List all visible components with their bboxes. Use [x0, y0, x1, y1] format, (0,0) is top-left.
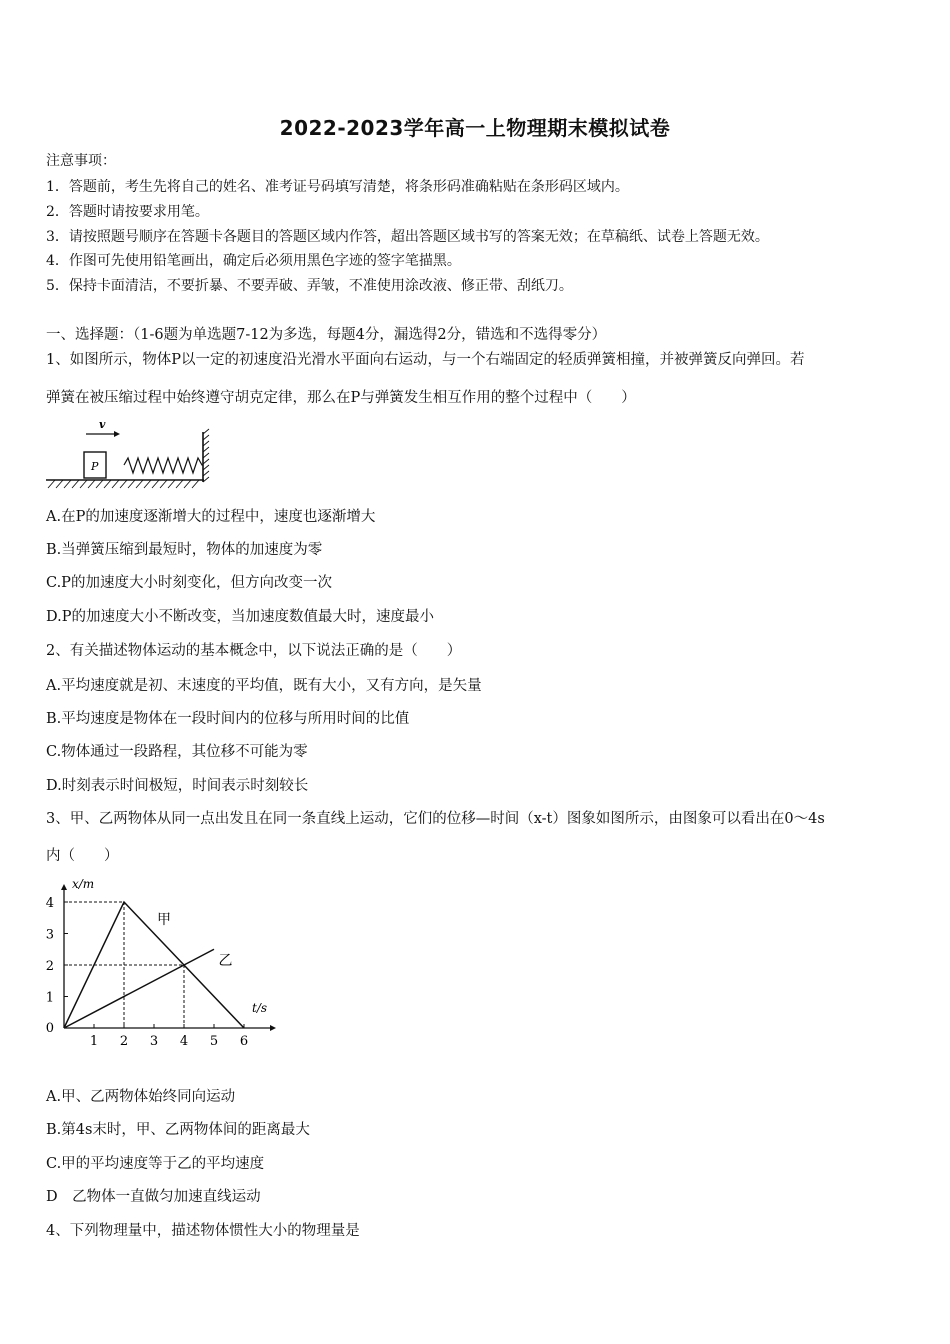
- wall-hatching: [203, 429, 209, 482]
- series-line-yi: [64, 949, 214, 1028]
- page-title: 2022-2023学年高一上物理期末模拟试卷: [279, 116, 671, 140]
- notice-item-1: 1．答题前，考生先将自己的姓名、准考证号码填写清楚，将条形码准确粘贴在条形码区域内。: [46, 179, 629, 195]
- y-axis-arrow: [61, 884, 67, 890]
- spring: [124, 458, 203, 473]
- q3-option-d: D 乙物体一直做匀加速直线运动: [46, 1189, 261, 1205]
- q1-stem-line2: 弹簧在被压缩过程中始终遵守胡克定律，那么在P与弹簧发生相互作用的整个过程中（ ）: [46, 390, 636, 406]
- q1-option-d: D.P的加速度大小不断改变，当加速度数值最大时，速度最小: [46, 609, 434, 625]
- x-tick-label: 5: [209, 1034, 219, 1049]
- y-axis-label: x/m: [72, 878, 95, 891]
- chart-axes: [61, 884, 276, 1031]
- y-tick-label: 0: [45, 1021, 54, 1036]
- q2-option-a: A.平均速度就是初、末速度的平均值，既有大小，又有方向，是矢量: [46, 678, 482, 694]
- notice-item-2: 2．答题时请按要求用笔。: [46, 204, 209, 220]
- y-tick-label: 3: [45, 927, 54, 943]
- notice-item-5: 5．保持卡面清洁，不要折暴、不要弄破、弄皱，不准使用涂改液、修正带、刮纸刀。: [46, 278, 573, 294]
- x-axis-label: t/s: [252, 1001, 268, 1015]
- x-tick-label: 3: [149, 1034, 159, 1049]
- x-tick-label: 6: [239, 1034, 249, 1049]
- velocity-arrowhead: [114, 431, 120, 437]
- q2-option-d: D.时刻表示时间极短，时间表示时刻较长: [46, 778, 309, 794]
- q1-option-a: A.在P的加速度逐渐增大的过程中，速度也逐渐增大: [46, 509, 376, 525]
- x-tick-label: 1: [89, 1034, 99, 1049]
- ground-hatching: [48, 480, 199, 488]
- q2-stem: 2、有关描述物体运动的基本概念中，以下说法正确的是（ ）: [46, 643, 462, 659]
- series-label-yi: 乙: [218, 953, 233, 969]
- q3-option-c: C.甲的平均速度等于乙的平均速度: [46, 1156, 265, 1172]
- q1-stem-line1: 1、如图所示，物体P以一定的初速度沿光滑水平面向右运动，与一个右端固定的轻质弹簧相撞，并被弹簧反向弹回。若: [46, 352, 805, 368]
- y-tick-label: 1: [45, 990, 54, 1006]
- velocity-label: v: [99, 418, 106, 431]
- y-tick-label: 2: [45, 959, 54, 974]
- q2-option-c: C.物体通过一段路程，其位移不可能为零: [46, 744, 308, 760]
- chart-labels: [46, 878, 267, 1049]
- q3-stem-line1: 3、甲、乙两物体从同一点出发且在同一条直线上运动，它们的位移—时间（x-t）图象如图所示，由图象可以看出在0～4s: [46, 811, 825, 827]
- x-tick-label: 4: [179, 1034, 189, 1049]
- q1-option-b: B.当弹簧压缩到最短时，物体的加速度为零: [46, 542, 323, 558]
- block-p-label: P: [91, 460, 99, 473]
- notice-item-4: 4．作图可先使用铅笔画出，确定后必须用黑色字迹的签字笔描黑。: [46, 253, 461, 269]
- q3-option-b: B.第4s末时，甲、乙两物体间的距离最大: [46, 1122, 310, 1138]
- xt-graph: [44, 878, 284, 1058]
- y-tick-label: 4: [45, 896, 54, 911]
- x-axis-arrow: [270, 1025, 276, 1031]
- q1-option-c: C.P的加速度大小时刻变化，但方向改变一次: [46, 575, 332, 591]
- q3-stem-line2: 内（ ）: [46, 848, 119, 864]
- q4-stem: 4、下列物理量中，描述物体惯性大小的物理量是: [46, 1223, 360, 1239]
- x-tick-label: 2: [119, 1034, 129, 1049]
- notice-heading: 注意事项：: [46, 153, 116, 169]
- q3-option-a: A.甲、乙两物体始终同向运动: [46, 1089, 236, 1105]
- q2-option-b: B.平均速度是物体在一段时间内的位移与所用时间的比值: [46, 711, 410, 727]
- spring-figure: [44, 418, 214, 498]
- section-heading: 一、选择题：（1-6题为单选题7-12为多选，每题4分，漏选得2分，错选和不选得零分）: [46, 327, 607, 343]
- series-label-jia: 甲: [157, 912, 171, 929]
- notice-item-3: 3．请按照题号顺序在答题卡各题目的答题区域内作答，超出答题区域书写的答案无效；在草稿纸、试卷上答题无效。: [46, 229, 769, 245]
